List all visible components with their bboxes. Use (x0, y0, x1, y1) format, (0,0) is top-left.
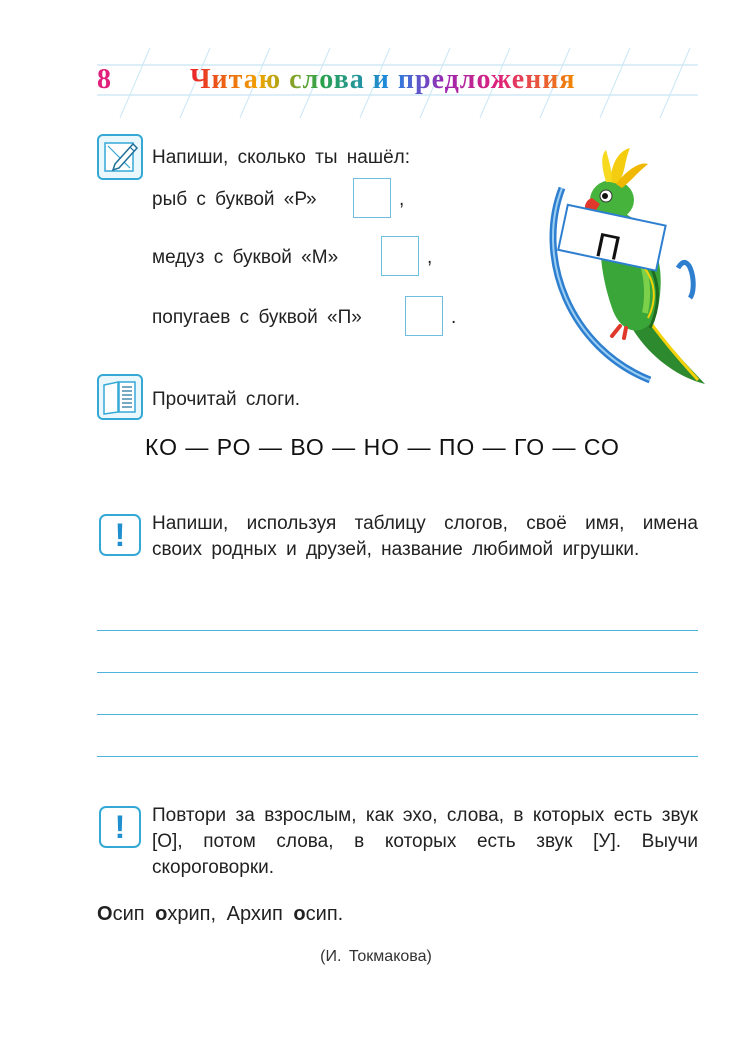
answer-box-p[interactable] (405, 296, 443, 336)
parrot-card-letter: П (592, 225, 624, 269)
writing-line-3[interactable] (97, 714, 698, 715)
writing-line-1[interactable] (97, 630, 698, 631)
page-title: Читаю слова и предложения (190, 64, 576, 95)
tongue-w1-rest: сип (112, 903, 145, 925)
parrot-illustration (540, 148, 708, 388)
book-icon (97, 374, 143, 420)
exclamation-icon: ! (99, 806, 141, 848)
exclamation-icon: ! (99, 514, 141, 556)
writing-line-2[interactable] (97, 672, 698, 673)
answer-box-m[interactable] (381, 236, 419, 276)
task1-row1-punct: , (399, 189, 405, 210)
tongue-w1-first: О (97, 903, 113, 925)
tongue-w2-first: о (155, 903, 168, 925)
tongue-w4-first: о (293, 903, 306, 925)
task4-text: Повтори за взрослым, как эхо, слова, в которых есть звук [О], потом слова, в которых есть звук [У]. Выучи скороговорки. (152, 805, 698, 878)
writing-line-4[interactable] (97, 756, 698, 757)
task2-instruction: Прочитай слоги. (152, 389, 301, 410)
task1-row3-label: попугаев с буквой «П» (152, 307, 362, 328)
page-number: 8 (97, 64, 111, 95)
task3-text: Напиши, используя таблицу слогов, своё имя, имена своих родных и друзей, название любимой игрушки. (152, 513, 698, 560)
syllables-row: КО — РО — ВО — НО — ПО — ГО — СО (145, 434, 620, 460)
pencil-notebook-icon (97, 134, 143, 180)
page-header (0, 40, 752, 120)
task1-row2-punct: , (427, 247, 433, 268)
task1-row2-label: медуз с буквой «М» (152, 247, 339, 268)
author-credit: (И. Токмакова) (320, 948, 432, 965)
task1-row1-label: рыб с буквой «Р» (152, 189, 317, 210)
tongue-w2-rest: хрип, (167, 903, 217, 925)
answer-box-r[interactable] (353, 178, 391, 218)
tongue-w4-rest: сип. (305, 903, 344, 925)
task1-row3-punct: . (451, 307, 457, 328)
task1-instruction: Напиши, сколько ты нашёл: (152, 147, 411, 168)
tongue-w3: Архип (226, 903, 283, 925)
tongue-twister (97, 903, 343, 926)
